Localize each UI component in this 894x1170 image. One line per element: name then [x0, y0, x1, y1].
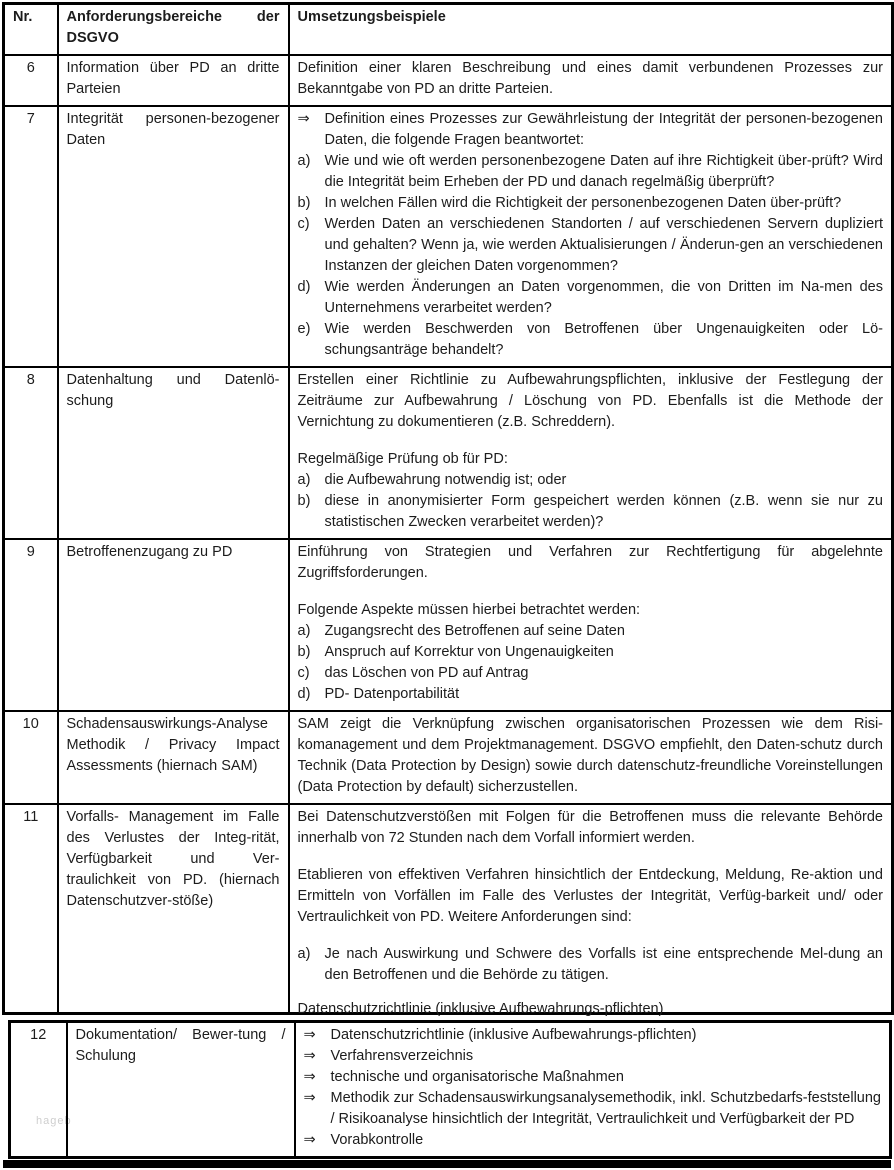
list-marker: a): [297, 472, 311, 488]
table-row: [4, 55, 893, 106]
list-marker: c): [297, 665, 310, 681]
header-row: [4, 4, 893, 56]
paragraph: Einführung von Strategien und Verfahren zur Rechtfertigung für abgelehnte Zugriffsforderungen.: [297, 544, 883, 581]
arrow-marker: ⇒: [297, 111, 310, 127]
item-text: die Aufbewahrung notwendig ist; oder: [324, 472, 567, 488]
list-marker: d): [297, 686, 311, 702]
paragraph: Regelmäßige Prüfung ob für PD:: [297, 451, 508, 467]
list-marker: a): [297, 623, 311, 639]
list-marker: a): [297, 946, 311, 962]
arrow-item: [304, 1046, 882, 1067]
requirement-area: Integrität personen-bezogener Daten: [58, 106, 289, 367]
row-number: 12: [10, 1022, 67, 1158]
list-marker: b): [297, 644, 311, 660]
arrow-marker: ⇒: [303, 1090, 316, 1106]
list-item: [298, 193, 884, 214]
item-text: Verfahrensverzeichnis: [330, 1048, 474, 1064]
paragraph: SAM zeigt die Verknüpfung zwischen organisatorischen Prozessen wie dem Risi-komanagement und dem Projektmanagement. DSGVO empfiehlt, den Daten-schutz durch Technik (Data Protection by Design) sowie durch datenschutz-freundliche Voreinstellungen (Data Protection by default) sicherzustellen.: [297, 716, 883, 795]
arrow-item: [304, 1025, 882, 1046]
implementation-examples: [289, 55, 893, 106]
row-number: 10: [4, 711, 58, 804]
table-row: [4, 711, 893, 804]
item-text: Wie werden Beschwerden von Betroffenen über Ungenauigkeiten oder Lö-schungsanträge behandelt?: [324, 321, 883, 358]
row-number: 6: [4, 55, 58, 106]
item-text: diese in anonymisierter Form gespeichert werden können (z.B. wenn sie nur zu statistischen Zwecken verarbeitet werden)?: [324, 493, 883, 530]
item-text: Werden Daten an verschiedenen Standorten / auf verschiedenen Servern dupliziert und gehalten? Wenn ja, wie werden Aktualisierungen / Änderun-gen an verschiedenen Instanzen der gleichen Daten vorgenommen?: [324, 216, 883, 274]
item-text: PD- Datenportabilität: [324, 686, 460, 702]
paragraph: Etablieren von effektiven Verfahren hinsichtlich der Entdeckung, Meldung, Re-aktion und Ermitteln von Vorfällen im Falle des Verlustes der Integrität, Verfüg-barkeit und/ oder Vertraulichkeit von PD. Weitere Anforderungen sind:: [297, 867, 883, 925]
requirement-area: Vorfalls- Management im Falle des Verlustes der Integ-rität, Verfügbarkeit und Ver-traulichkeit von PD. (hiernach Datenschutzver-stöße): [58, 804, 289, 1014]
list-item: [298, 470, 884, 491]
watermark-text: hageb: [36, 1115, 72, 1127]
list-item: [298, 621, 884, 642]
arrow-marker: ⇒: [303, 1132, 316, 1148]
row-number: 7: [4, 106, 58, 367]
header-anforderungsbereiche: Anforderungsbereiche der DSGVO: [58, 4, 289, 56]
implementation-examples: [289, 106, 893, 367]
arrow-marker: ⇒: [303, 1027, 316, 1043]
list-item: [298, 663, 884, 684]
arrow-marker: ⇒: [303, 1048, 316, 1064]
requirement-area: Schadensauswirkungs-Analyse Methodik / Privacy Impact Assessments (hiernach SAM): [58, 711, 289, 804]
table-row: [4, 539, 893, 711]
list-marker: a): [297, 153, 311, 169]
implementation-examples: [289, 367, 893, 539]
item-text: technische und organisatorische Maßnahmen: [330, 1069, 624, 1085]
list-item: [298, 944, 884, 986]
list-item: [298, 642, 884, 663]
arrow-marker: ⇒: [303, 1069, 316, 1085]
implementation-examples: [289, 711, 893, 804]
arrow-item: [304, 1130, 882, 1151]
clipped-text: Datenschutzrichtlinie (inklusive Aufbewahrungs-pflichten): [297, 1001, 664, 1017]
paragraph: Folgende Aspekte müssen hierbei betrachtet werden:: [297, 602, 641, 618]
item-text: Wie werden Änderungen an Daten vorgenommen, die von Dritten im Na-men des Unternehmens verarbeitet werden?: [324, 279, 883, 316]
table-row: [10, 1022, 891, 1158]
requirement-area: Betroffenenzugang zu PD: [58, 539, 289, 711]
requirement-area: Information über PD an dritte Parteien: [58, 55, 289, 106]
header-umsetzungsbeispiele: Umsetzungsbeispiele: [289, 4, 893, 56]
list-marker: d): [297, 279, 311, 295]
implementation-examples: [289, 804, 893, 1017]
row-number: 8: [4, 367, 58, 539]
clipped-text-line: [297, 999, 884, 1017]
arrow-item: [304, 1088, 882, 1130]
item-text: Methodik zur Schadensauswirkungsanalysemethodik, inkl. Schutzbedarfs-feststellung / Risikoanalyse hinsichtlich der Integrität, Vertraulichkeit und Verfügbarkeit der PD: [330, 1090, 881, 1127]
arrow-item: [304, 1067, 882, 1088]
requirement-area: Datenhaltung und Datenlö-schung: [58, 367, 289, 539]
paragraph: Definition einer klaren Beschreibung und eines damit verbundenen Prozesses zur Bekanntgabe von PD an dritte Parteien.: [297, 60, 883, 97]
list-marker: b): [297, 493, 311, 509]
item-text: Wie und wie oft werden personenbezogene Daten auf ihre Richtigkeit über-prüft? Wird die Integrität beim Erheben der PD und danach regelmäßig überprüft?: [324, 153, 883, 190]
row-number: 9: [4, 539, 58, 711]
list-marker: e): [297, 321, 311, 337]
paragraph: Bei Datenschutzverstößen mit Folgen für die Betroffenen muss die relevante Behörde innerhalb von 72 Stunden nach dem Vorfall informiert werden.: [297, 809, 883, 846]
table-row: [4, 804, 893, 1014]
list-marker: b): [297, 195, 311, 211]
item-text: Definition eines Prozesses zur Gewährleistung der Integrität der personen-bezogenen Daten, die folgende Fragen beantwortet:: [324, 111, 883, 148]
list-marker: c): [297, 216, 310, 232]
row-number: 11: [4, 804, 58, 1014]
requirement-area: Dokumentation/ Bewer-tung / Schulung: [67, 1022, 295, 1158]
list-item: [298, 319, 884, 361]
table-row: [4, 106, 893, 367]
thick-bottom-rule: [3, 1160, 891, 1168]
arrow-item: [298, 109, 884, 151]
paragraph: Erstellen einer Richtlinie zu Aufbewahrungspflichten, inklusive der Festlegung der Zeiträume zur Aufbewahrung / Löschung von PD. Ebenfalls ist die Methode der Vernichtung zu dokumentieren (z.B. Schreddern).: [297, 372, 883, 430]
item-text: Anspruch auf Korrektur von Ungenauigkeiten: [324, 644, 614, 660]
item-text: Zugangsrecht des Betroffenen auf seine Daten: [324, 623, 625, 639]
table-row: [4, 367, 893, 539]
list-item: [298, 684, 884, 705]
item-text: das Löschen von PD auf Antrag: [324, 665, 529, 681]
implementation-examples: [295, 1022, 891, 1158]
implementation-examples: [289, 539, 893, 711]
item-text: Vorabkontrolle: [330, 1132, 424, 1148]
list-item: [298, 491, 884, 533]
list-item: [298, 214, 884, 277]
list-item: [298, 277, 884, 319]
item-text: Je nach Auswirkung und Schwere des Vorfalls ist eine entsprechende Mel-dung an den Betroffenen und die Behörde zu tätigen.: [324, 946, 883, 983]
item-text: Datenschutzrichtlinie (inklusive Aufbewahrungs-pflichten): [330, 1027, 697, 1043]
header-nr: Nr.: [4, 4, 58, 56]
dsgvo-requirements-table-continued: [8, 1020, 892, 1159]
dsgvo-requirements-table: [2, 2, 894, 1015]
list-item: [298, 151, 884, 193]
item-text: In welchen Fällen wird die Richtigkeit der personenbezogenen Daten über-prüft?: [324, 195, 842, 211]
